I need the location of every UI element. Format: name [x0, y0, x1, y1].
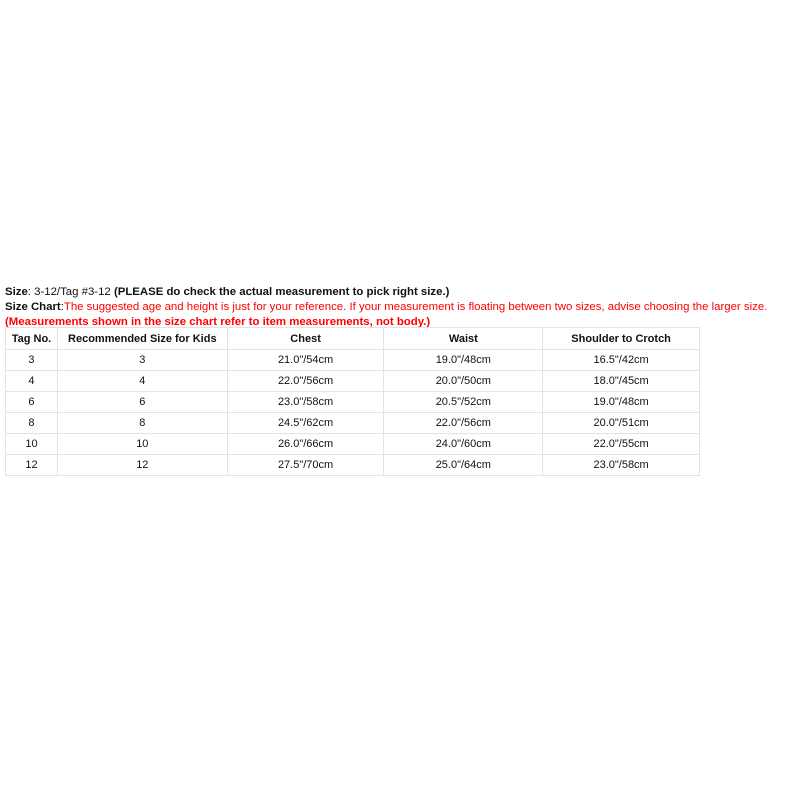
size-line [5, 285, 797, 300]
cell-chest: 21.0"/54cm [227, 350, 384, 371]
header-tag-no: Tag No. [6, 328, 58, 350]
cell-shoulder-to-crotch: 23.0"/58cm [543, 455, 700, 476]
cell-recommended-size: 8 [57, 413, 227, 434]
size-chart-colon: : [60, 301, 64, 313]
header-waist: Waist [384, 328, 543, 350]
table-header-row [6, 328, 700, 350]
cell-waist: 25.0"/64cm [384, 455, 543, 476]
cell-chest: 23.0"/58cm [227, 392, 384, 413]
cell-shoulder-to-crotch: 19.0"/48cm [543, 392, 700, 413]
cell-waist: 20.5"/52cm [384, 392, 543, 413]
cell-tag-no: 10 [6, 434, 58, 455]
table-row [6, 413, 700, 434]
size-chart-label: Size Chart [5, 301, 61, 313]
header-chest: Chest [227, 328, 384, 350]
cell-recommended-size: 10 [57, 434, 227, 455]
cell-tag-no: 8 [6, 413, 58, 434]
table-row [6, 350, 700, 371]
cell-shoulder-to-crotch: 18.0"/45cm [543, 371, 700, 392]
cell-chest: 27.5"/70cm [227, 455, 384, 476]
cell-shoulder-to-crotch: 20.0"/51cm [543, 413, 700, 434]
size-chart-advice: The suggested age and height is just for your reference. If your measurement is floating between two sizes, advise choosing the larger size. [63, 301, 768, 313]
cell-tag-no: 3 [6, 350, 58, 371]
cell-waist: 24.0"/60cm [384, 434, 543, 455]
measurements-note: (Measurements shown in the size chart refer to item measurements, not body.) [5, 316, 431, 328]
cell-chest: 22.0"/56cm [227, 371, 384, 392]
table-row [6, 392, 700, 413]
cell-recommended-size: 3 [57, 350, 227, 371]
cell-recommended-size: 12 [57, 455, 227, 476]
cell-waist: 19.0"/48cm [384, 350, 543, 371]
cell-shoulder-to-crotch: 16.5"/42cm [543, 350, 700, 371]
cell-waist: 22.0"/56cm [384, 413, 543, 434]
cell-chest: 24.5"/62cm [227, 413, 384, 434]
table-row [6, 371, 700, 392]
cell-tag-no: 12 [6, 455, 58, 476]
cell-tag-no: 6 [6, 392, 58, 413]
cell-chest: 26.0"/66cm [227, 434, 384, 455]
size-check-note: (PLEASE do check the actual measurement to pick right size.) [113, 286, 450, 298]
table-row [6, 455, 700, 476]
size-value: 3-12/Tag #3-12 [30, 286, 114, 298]
size-info-block [5, 285, 797, 330]
size-label: Size [5, 286, 28, 298]
size-colon: : [27, 286, 31, 298]
cell-recommended-size: 4 [57, 371, 227, 392]
cell-tag-no: 4 [6, 371, 58, 392]
size-chart-line [5, 300, 797, 315]
cell-waist: 20.0"/50cm [384, 371, 543, 392]
cell-recommended-size: 6 [57, 392, 227, 413]
header-shoulder-to-crotch: Shoulder to Crotch [543, 328, 700, 350]
header-recommended-size: Recommended Size for Kids [57, 328, 227, 350]
size-chart-table [5, 327, 700, 476]
cell-shoulder-to-crotch: 22.0"/55cm [543, 434, 700, 455]
table-row [6, 434, 700, 455]
